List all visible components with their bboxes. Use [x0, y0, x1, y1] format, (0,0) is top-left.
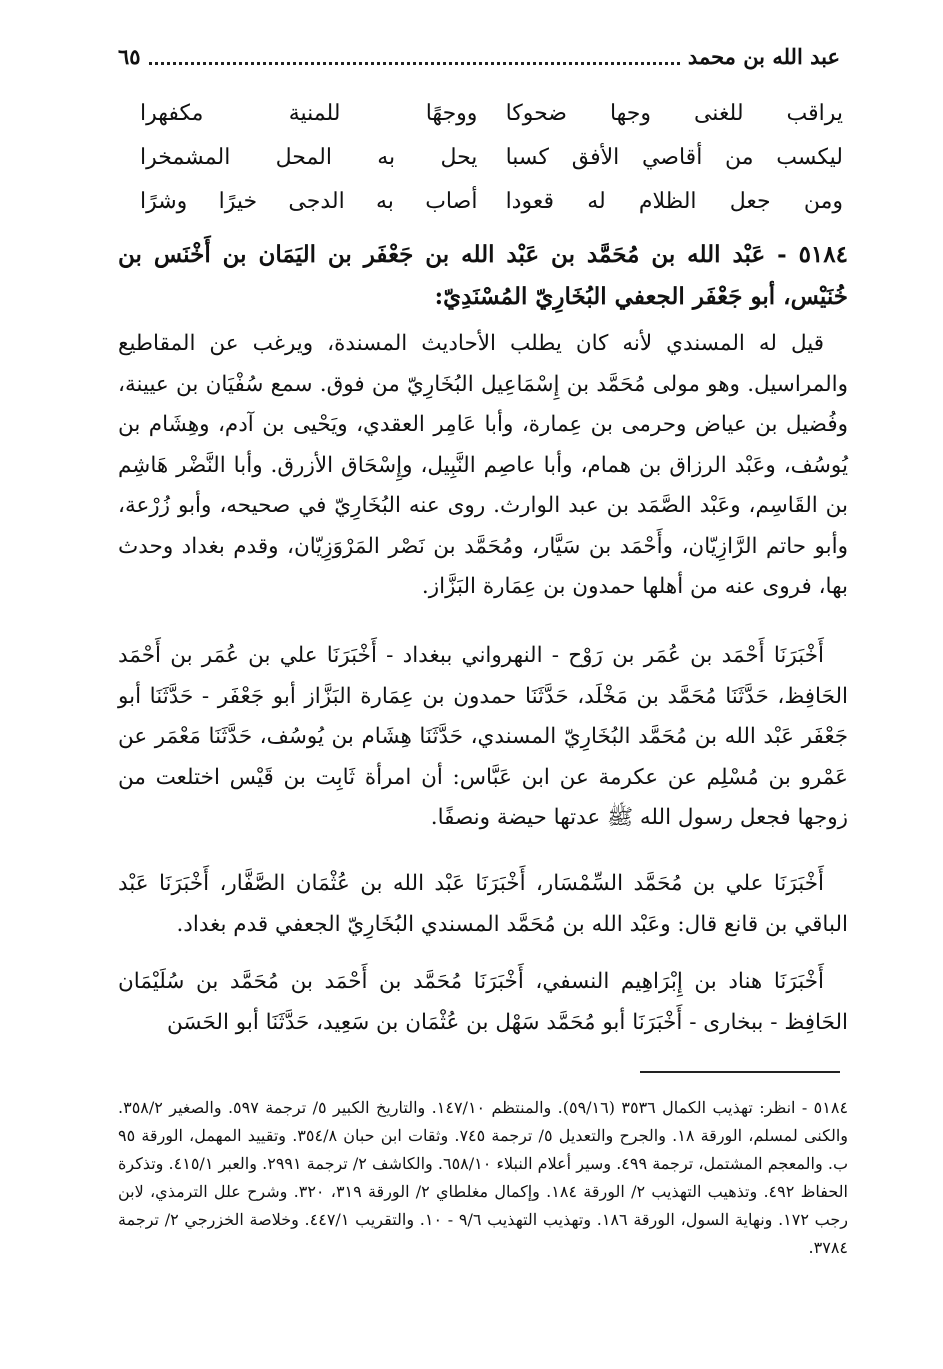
header-dot-leader: [149, 48, 680, 65]
paragraph-hadith-narration: أَخْبَرَنَا أَحْمَد بن عُمَر بن رَوْح - النهرواني ببغداد - أَخْبَرَنَا علي بن عُمَر بن أَحْمَد الحَافِظ، حَدَّثَنَا مُحَمَّد بن مَخْلَد، حَدَّثَنَا حمدون بن عِمَارة البَزَّاز أبو جَعْفَر - حَدَّثَنَا أبو جَعْفَر عَبْد الله بن مُحَمَّد البُخَارِيّ المسندي، حَدَّثَنَا هِشَام بن يُوسُف، حَدَّثَنَا مَعْمَر عن عَمْرو بن مُسْلِم عن عكرمة عن ابن عَبَّاس: أن امرأة ثَابِت بن قَيْس اختلعت من زوجها فجعل رسول الله ﷺ عدتها حيضة ونصفًا.: [118, 643, 848, 830]
verse-second-hemistich: أصاب به الدجى خيرًا وشرًا: [140, 189, 478, 214]
verse-line: [140, 180, 843, 224]
footnote-separator: [640, 1071, 840, 1073]
footnote: ٥١٨٤ - انظر: تهذيب الكمال ٣٥٣٦ (٥٩/١٦). والمنتظم ١٤٧/١٠. والتاريخ الكبير ٥/ ترجمة ٥٩٧. والصغير ٣٥٨/٢. والكنى لمسلم، الورقة ١٨. والجرح والتعديل ٥/ ترجمة ٧٤٥. وثقات ابن حبان ٣٥٤/٨. وتقييد المهمل، الورقة ٩٥ ب. والمعجم المشتمل، ترجمة ٤٩٩. وسير أعلام النبلاء ٦٥٨/١٠. والكاشف ٢/ ترجمة ٢٩٩١. والعبر ٤١٥/١. وتذكرة الحفاظ ٤٩٢. وتذهيب التهذيب ٢/ الورقة ١٨٤. وإكمال مغلطاي ٢/ الورقة ٣١٩، ٣٢٠. وشرح علل الترمذي، لابن رجب ١٧٢. ونهاية السول، الورقة ١٨٦. وتهذيب التهذيب ٩/٦ - ١٠. والتقريب ٤٤٧/١. وخلاصة الخزرجي ٢/ ترجمة ٣٧٨٤.: [118, 1098, 849, 1257]
verse-first-hemistich: يراقب للغنى وجها ضحوكا: [505, 101, 843, 126]
verse-first-hemistich: ليكسب من أقاصي الأفق كسبا: [505, 145, 843, 170]
verse-first-hemistich: ومن جعل الظلام له قعودا: [505, 189, 843, 214]
page-number: ٦٥: [118, 43, 141, 69]
verse-second-hemistich: يحل به المحل المشمخرا: [140, 145, 478, 170]
paragraph-isnad: أَخْبَرَنَا هناد بن إِبْرَاهِيم النسفي، أَخْبَرَنَا مُحَمَّد بن أَحْمَد بن مُحَمَّد بن سُلَيْمَان الحَافِظ - ببخارى - أَخْبَرَنَا أبو مُحَمَّد سَهْل بن عُثْمَان بن سَعِيد، حَدَّثَنَا أبو الحَسَن: [118, 969, 848, 1035]
verse-line: [140, 136, 843, 180]
paragraph-baghdad-arrival: أَخْبَرَنَا علي بن مُحَمَّد السِّمْسَار، أَخْبَرَنَا عَبْد الله بن عُثْمَان الصَّفَّار، أَخْبَرَنَا عَبْد الباقي بن قانع قال: وعَبْد الله بن مُحَمَّد المسندي البُخَارِيّ الجعفي قدم بغداد.: [118, 871, 848, 937]
biography-title: ٥١٨٤ - عَبْد الله بن مُحَمَّد بن عَبْد الله بن جَعْفَر بن اليَمَان بن أَخْنَس بن خُنَيْس، أبو جَعْفَر الجعفي البُخَارِيّ المُسْنَدِيّ:: [118, 241, 848, 310]
verse-line: [140, 92, 843, 136]
paragraph-biography: قيل له المسندي لأنه كان يطلب الأحاديث المسندة، ويرغب عن المقاطيع والمراسيل. وهو مولى مُحَمَّد بن إِسْمَاعِيل البُخَارِيّ من فوق. سمع سُفْيَان بن عيينة، وفُضيل بن عياض وحرمى بن عِمارة، وأبا عَامِر العقدي، ويَحْيى بن آدم، وهِشَام بن يُوسُف، وعَبْد الرزاق بن همام، وأبا عاصِم النَّبِيل، وإِسْحَاق الأزرق. وأبا النَّضْر هَاشِم بن القَاسِم، وعَبْد الصَّمَد بن عبد الوارث. روى عنه البُخَارِيّ في صحيحه، وأبو زُرْعة، وأبو حاتم الرَّازِيّان، وأَحْمَد بن سَيَّار، ومُحَمَّد بن نَصْر المَرْوَزِيّان، وقدم بغداد وحدث بها، فروى عنه من أهلها حمدون بن عِمَارة البَزَّاز.: [118, 331, 848, 599]
verse-second-hemistich: ووجهًا للمنية مكفهرا: [140, 101, 478, 126]
running-header: [118, 36, 840, 76]
header-title: عبد الله بن محمد: [687, 43, 840, 69]
